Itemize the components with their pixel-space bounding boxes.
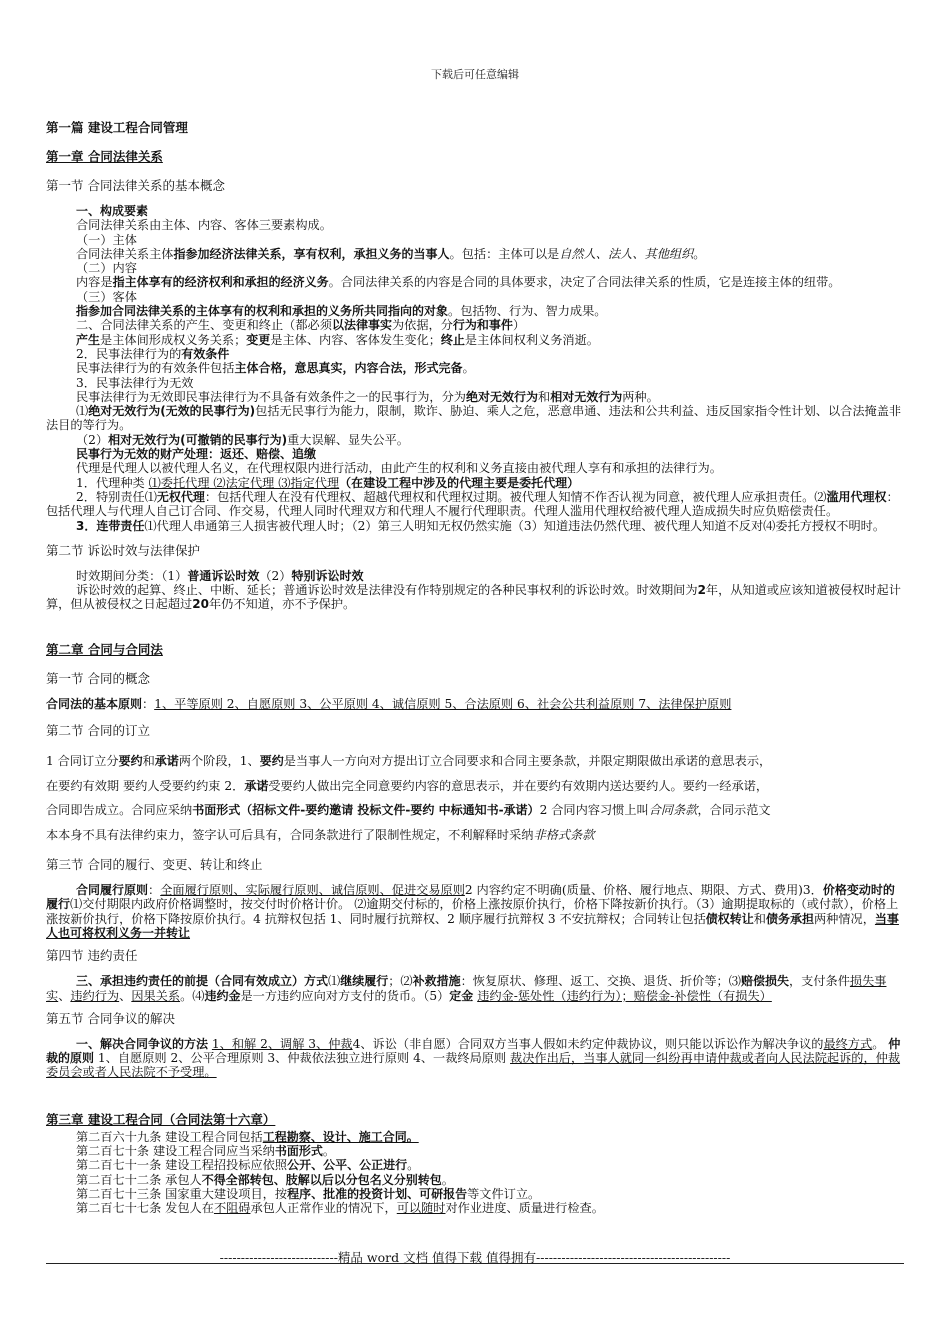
para: 1 合同订立分要约和承诺两个阶段，1、要约是当事人一方向对方提出订立合同要求和合同主要条款，并限定期限做出承诺的意思表示， <box>46 754 772 769</box>
para: 三、承担违约责任的前提（合同有效成立）方式⑴继续履行；⑵补救措施：恢复原状、修理、返工、交换、退货、折价等；⑶赔偿损失，支付条件损失事实、违约行为、因果关系。⑷违约金是一方违约应向对方支付的货币。（5）定金 违约金-惩处性（违约行为）；赔偿金-补偿性（有损失） <box>46 974 887 1003</box>
part-title: 第一篇 建设工程合同管理 <box>46 120 188 135</box>
para: 合同法律关系主体指参加经济法律关系，享有权利，承担义务的当事人。包括：主体可以是自然人、法人、其他组织。 <box>76 246 706 261</box>
para: 时效期间分类：（1）普通诉讼时效（2）特别诉讼时效 <box>76 568 364 583</box>
section-2-2-title: 第二节 合同的订立 <box>46 723 150 739</box>
para: （一）主体 <box>76 232 137 247</box>
chapter-3-articles <box>46 1130 906 1216</box>
para: 二、合同法律关系的产生、变更和终止（都必须以法律事实为依据，分行为和事件） <box>76 318 526 333</box>
para: 合同履行原则：全面履行原则、实际履行原则、诚信原则、促进交易原则2 内容约定不明确(质量、价格、履行地点、期限、方式、费用)3．价格变动时的履行⑴交付期限内政府价格调整时，按交付时价格计价。 ⑵逾期交付标的，价格上涨按原价执行，价格下降按新价执行。（3）逾期提取标的（或付款），价格上涨按新价执行，价格下降按原价执行。4 抗辩权包括 1、同时履行抗辩权、2 顺序履行抗辩权 3 不安抗辩权；合同转让包括债权转让和债务承担两种情况，当事人也可将权利义务一并转让 <box>46 883 899 940</box>
para: 合同法律关系由主体、内容、客体三要素构成。 <box>76 218 332 233</box>
page-footer: ----------------------------精品 word 文档 值得下载 值得拥有---------------------------------------------- <box>219 1250 731 1265</box>
para: 一、解决合同争议的方法 1、和解 2、调解 3、仲裁4、诉讼（非自愿）合同双方当事人假如未约定仲裁协议，则只能以诉讼作为解决争议的最终方式。 仲裁的原则 1、自愿原则 2、公平合理原则 3、仲裁依法独立进行原则 4、一裁终局原则 裁决作出后，当事人就同一纠纷再申请仲裁或者向人民法院起诉的，仲裁委员会或者人民法院不予受理。 <box>46 1036 901 1080</box>
para: 合同法的基本原则：1、平等原则 2、自愿原则 3、公平原则 4、诚信原则 5、合法原则 6、社会公共利益原则 7、法律保护原则 <box>46 696 732 711</box>
section-2-1-title: 第一节 合同的概念 <box>46 670 150 686</box>
para: 指参加合同法律关系的主体享有的权利和承担的义务所共同指向的对象。包括物、行为、智力成果。 <box>76 304 607 319</box>
chapter-2-title: 第二章 合同与合同法 <box>46 641 163 657</box>
para: （二）内容 <box>76 261 137 276</box>
section-2-5-title: 第五节 合同争议的解决 <box>46 1010 175 1026</box>
contract-formation <box>46 749 906 847</box>
chapter-1-body <box>46 204 906 612</box>
para: 2．民事法律行为的有效条件 <box>76 346 230 361</box>
section-1-2-title: 第二节 诉讼时效与法律保护 <box>46 542 200 558</box>
section-2-3-title: 第三节 合同的履行、变更、转让和终止 <box>46 857 263 873</box>
para: 民事行为无效的财产处理：返还、赔偿、追缴 <box>76 447 317 462</box>
para: 产生是主体间形成权义务关系；变更是主体、内容、客体发生变化；终止是主体间权利义务消逝。 <box>76 332 599 347</box>
para: 在要约有效期 要约人受要约约束 2．承诺受要约人做出完全同意要约内容的意思表示，并在要约有效期内送达要约人。要约一经承诺， <box>46 778 769 793</box>
para: 民事法律行为的有效条件包括主体合格，意思真实，内容合法，形式完备。 <box>76 361 475 376</box>
page-header: 下载后可任意编辑 <box>431 68 519 81</box>
para: 3．连带责任⑴代理人串通第三人损害被代理人时；（2）第三人明知无权仍然实施（3）知道违法仍然代理、被代理人知道不反对⑷委托方授权不明时。 <box>76 518 886 533</box>
para: 民事法律行为无效即民事法律行为不具备有效条件之一的民事行为，分为绝对无效行为和相对无效行为两种。 <box>76 389 659 404</box>
article: 第二百六十九条 建设工程合同包括工程勘察、设计、施工合同。 <box>76 1129 419 1144</box>
para: 合同即告成立。合同应采纳书面形式（招标文件-要约邀请 投标文件-要约 中标通知书-承诺）2 合同内容习惯上叫合同条款，合同示范文 <box>46 803 771 818</box>
article: 第二百七十七条 发包人在不阻碍承包人正常作业的情况下，可以随时对作业进度、质量进行检查。 <box>76 1201 604 1216</box>
para: 1．代理种类 ⑴委托代理 ⑵法定代理 ⑶指定代理（在建设工程中涉及的代理主要是委托代理） <box>76 475 580 490</box>
para: 2．特别责任⑴无权代理：包括代理人在没有代理权、超越代理权和代理权过期。被代理人知情不作否认视为同意，被代理人应承担责任。⑵滥用代理权：包括代理人与代理人自己订合同、作交易，代理人同时代理双方和代理人不履行代理职责。代理人滥用代理权给被代理人造成损失时应负赔偿责任。 <box>46 489 899 519</box>
para: 3．民事法律行为无效 <box>76 375 194 390</box>
section-1-1-title: 第一节 合同法律关系的基本概念 <box>46 178 225 193</box>
footer-rule <box>46 1263 904 1264</box>
chapter-3-title: 第三章 建设工程合同（合同法第十六章） <box>46 1111 276 1127</box>
para: （2）相对无效行为(可撤销的民事行为)重大误解、显失公平。 <box>76 432 409 447</box>
chapter-1-title: 第一章 合同法律关系 <box>46 149 163 164</box>
article: 第二百七十三条 国家重大建设项目，按程序、批准的投资计划、可研报告等文件订立。 <box>76 1186 541 1201</box>
para: 内容是指主体享有的经济权利和承担的经济义务。合同法律关系的内容是合同的具体要求，决定了合同法律关系的性质，它是连接主体的纽带。 <box>76 275 841 290</box>
para: 诉讼时效的起算、终止、中断、延长；普通诉讼时效是法律没有作特别规定的各种民事权利的诉讼时效。时效期间为2年，从知道或应该知道被侵权时起计算，但从被侵权之日起超过20年仍不知道，亦不予保护。 <box>46 583 901 612</box>
article: 第二百七十二条 承包人不得全部转包、肢解以后以分包名义分别转包。 <box>76 1172 454 1187</box>
para: 本本身不具有法律约束力，签字认可后具有，合同条款进行了限制性规定，不利解释时采纳非格式条款 <box>46 827 595 842</box>
article: 第二百七十一条 建设工程招投标应依照公开、公平、公正进行。 <box>76 1158 420 1173</box>
para: ⑴绝对无效行为(无效的民事行为)包括无民事行为能力，限制，欺诈、胁迫、乘人之危，恶意串通、违法和公共利益、违反国家指令性计划、以合法掩盖非法目的等行为。 <box>46 404 902 433</box>
para: 一、构成要素 <box>76 204 149 218</box>
document-body <box>46 118 906 1215</box>
article: 第二百七十条 建设工程合同应当采纳书面形式。 <box>76 1143 336 1158</box>
para: （三）客体 <box>76 289 137 304</box>
para: 代理是代理人以被代理人名义，在代理权限内进行活动，由此产生的权利和义务直接由被代理人享有和承担的法律行为。 <box>76 461 722 476</box>
section-2-4-title: 第四节 违约责任 <box>46 948 138 964</box>
